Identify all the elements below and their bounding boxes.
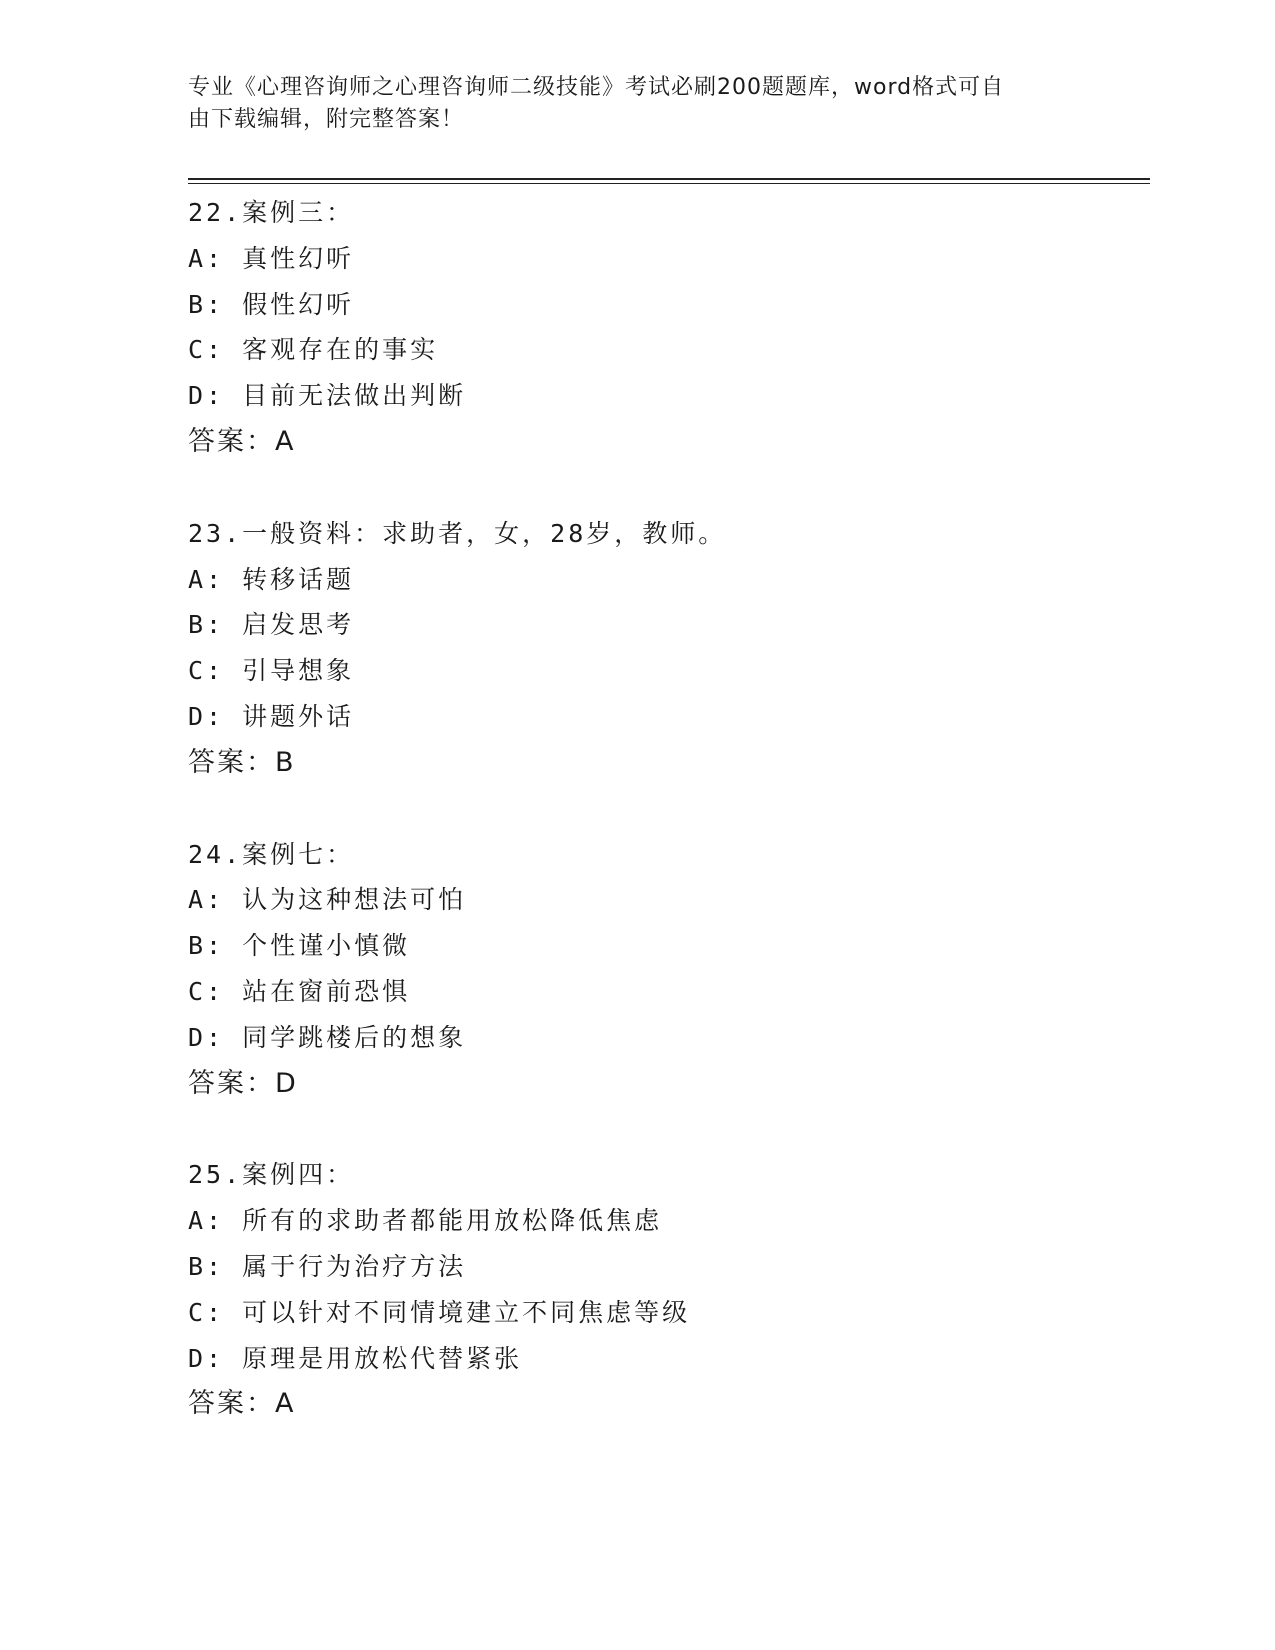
option-c: C: 可以针对不同情境建立不同焦虑等级 bbox=[188, 1297, 691, 1327]
question-22 bbox=[188, 190, 1148, 465]
question-23 bbox=[188, 511, 1148, 786]
question-stem: 23.一般资料：求助者，女，28岁，教师。 bbox=[188, 518, 727, 548]
answer-label: 答案： bbox=[188, 1388, 275, 1420]
option-d: D: 同学跳楼后的想象 bbox=[188, 1022, 467, 1052]
answer-value: A bbox=[275, 1388, 294, 1420]
option-a: A: 真性幻听 bbox=[188, 243, 355, 273]
question-stem: 24.案例七： bbox=[188, 839, 355, 869]
option-a: A: 转移话题 bbox=[188, 564, 355, 594]
option-d: D: 目前无法做出判断 bbox=[188, 381, 467, 411]
option-c: C: 客观存在的事实 bbox=[188, 335, 439, 365]
option-d: D: 讲题外话 bbox=[188, 701, 355, 731]
option-b: B: 个性谨小慎微 bbox=[188, 931, 411, 961]
answer-label: 答案： bbox=[188, 1067, 275, 1099]
question-stem: 22.案例三： bbox=[188, 198, 355, 227]
answer-line bbox=[188, 1381, 1148, 1427]
option-c: C: 站在窗前恐惧 bbox=[188, 976, 411, 1006]
header-divider-thick bbox=[188, 178, 1150, 180]
option-a: A: 认为这种想法可怕 bbox=[188, 885, 467, 915]
answer-value: A bbox=[275, 425, 294, 457]
answer-label: 答案： bbox=[188, 425, 275, 457]
answer-value: B bbox=[275, 746, 294, 778]
question-stem: 25.案例四： bbox=[188, 1160, 355, 1190]
answer-line bbox=[188, 740, 1148, 786]
option-b: B: 属于行为治疗方法 bbox=[188, 1251, 467, 1281]
option-d: D: 原理是用放松代替紧张 bbox=[188, 1343, 523, 1373]
answer-line bbox=[188, 1061, 1148, 1107]
question-24 bbox=[188, 832, 1148, 1107]
answer-value: D bbox=[275, 1067, 296, 1099]
option-b: B: 启发思考 bbox=[188, 610, 355, 640]
question-list bbox=[188, 190, 1148, 1427]
answer-line bbox=[188, 419, 1148, 465]
header-divider-thin bbox=[188, 183, 1150, 184]
question-25 bbox=[188, 1152, 1148, 1427]
document-intro bbox=[188, 72, 1068, 136]
option-a: A: 所有的求助者都能用放松降低焦虑 bbox=[188, 1206, 663, 1236]
option-c: C: 引导想象 bbox=[188, 656, 355, 686]
option-b: B: 假性幻听 bbox=[188, 289, 355, 319]
intro-line-2: 由下载编辑，附完整答案！ bbox=[188, 107, 465, 132]
answer-label: 答案： bbox=[188, 746, 275, 778]
intro-line-1: 专业《心理咨询师之心理咨询师二级技能》考试必刷200题题库，word格式可自 bbox=[188, 75, 1005, 100]
